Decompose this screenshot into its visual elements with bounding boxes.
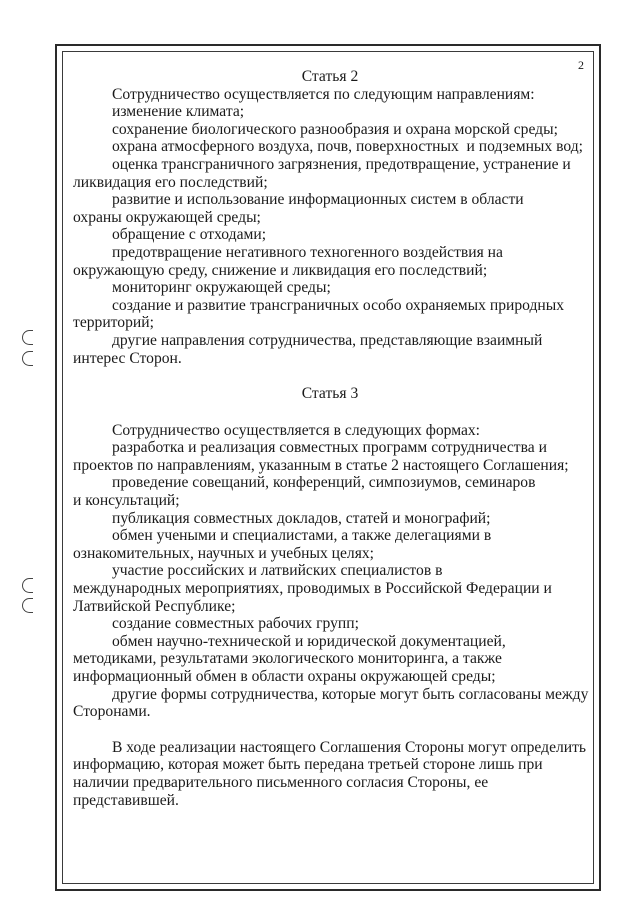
article-2-paragraph: развитие и использование информационных систем в области охраны окружающей среды; bbox=[73, 191, 524, 226]
article-2-paragraph: создание и развитие трансграничных особо охраняемых природных территорий; bbox=[73, 296, 565, 332]
article-2-paragraph: сохранение биологического разнообразия и охрана морской среды; bbox=[73, 120, 558, 138]
article-3-paragraph: обмен научно-технической и юридической документацией, методиками, результатами экологического мониторинга, а также информационный обмен в области охраны окружающей среды; bbox=[73, 632, 506, 685]
binding-mark bbox=[22, 598, 33, 613]
article-2-paragraph: охрана атмосферного воздуха, почв, поверхностных и подземных вод; bbox=[73, 138, 583, 156]
article-2-paragraph: Сотрудничество осуществляется по следующим направлениям: bbox=[73, 85, 535, 103]
article-3-paragraph: участие российских и латвийских специалистов в международных мероприятиях, проводимых в Российской Федерации и Латвийской Республике; bbox=[73, 562, 552, 615]
page-number: 2 bbox=[578, 58, 584, 72]
article-2-paragraph: изменение климата; bbox=[73, 103, 245, 121]
article-3-heading: Статья 3 bbox=[301, 385, 359, 403]
article-3-paragraph: проведение совещаний, конференций, симпозиумов, семинаров и консультаций; bbox=[73, 474, 536, 510]
article-3-paragraph: публикация совместных докладов, статей и монографий; bbox=[73, 509, 491, 527]
closing-paragraph: В ходе реализации настоящего Соглашения Стороны могут определить информацию, которая может быть передана третьей стороне лишь при наличии предварительного письменного согласия Стороны, ее представившей. bbox=[73, 738, 587, 809]
article-3-paragraph: другие формы сотрудничества, которые могут быть согласованы между Сторонами. bbox=[73, 685, 589, 721]
article-2-paragraph: другие направления сотрудничества, представляющие взаимный интерес Сторон. bbox=[73, 331, 543, 367]
article-3-paragraph: обмен учеными и специалистами, а также делегациями в ознакомительных, научных и учебных целях; bbox=[73, 527, 492, 562]
article-2-paragraph: обращение с отходами; bbox=[73, 226, 267, 244]
article-2-paragraph: оценка трансграничного загрязнения, предотвращение, устранение и ликвидация его последствий; bbox=[73, 155, 571, 191]
binding-mark bbox=[22, 578, 33, 593]
article-3-paragraph: разработка и реализация совместных программ сотрудничества и проектов по направлениям, указанным в статье 2 настоящего Соглашения; bbox=[73, 439, 569, 474]
article-3-paragraph: Сотрудничество осуществляется в следующих формах: bbox=[73, 421, 481, 439]
document-body bbox=[73, 68, 587, 809]
article-2-paragraph: мониторинг окружающей среды; bbox=[73, 279, 331, 297]
article-3-paragraph: создание совместных рабочих групп; bbox=[73, 615, 359, 633]
article-2-heading: Статья 2 bbox=[301, 68, 359, 85]
binding-mark bbox=[22, 351, 33, 366]
binding-mark bbox=[22, 330, 33, 345]
article-2-paragraph: предотвращение негативного техногенного воздействия на окружающую среду, снижение и ликвидация его последствий; bbox=[73, 243, 503, 279]
